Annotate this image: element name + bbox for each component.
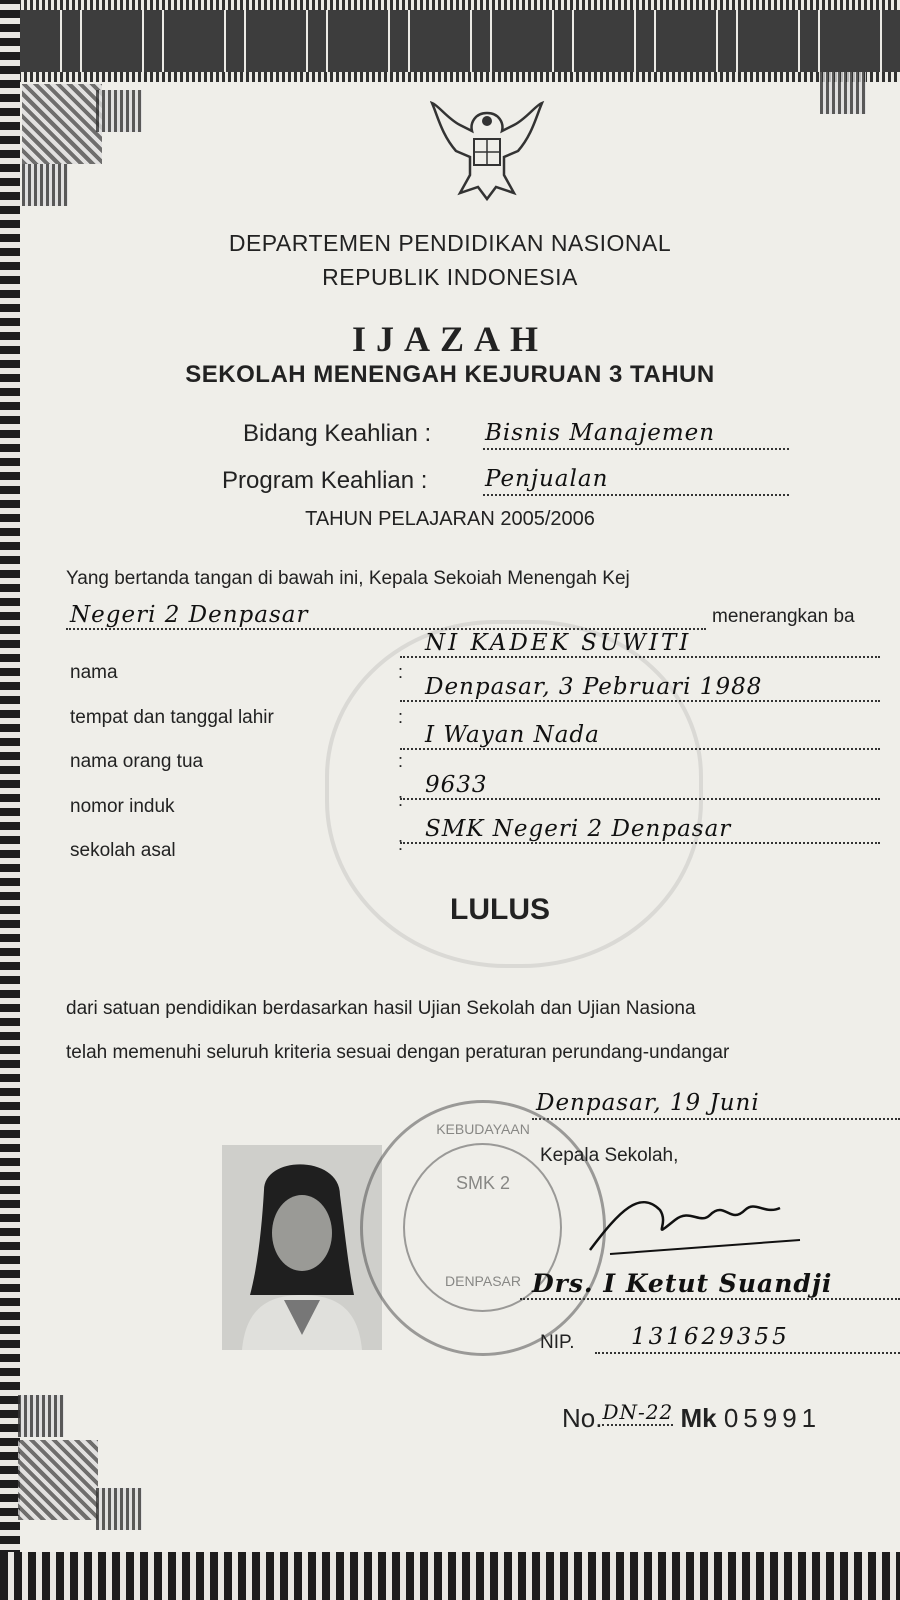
intro-line-2-end: menerangkan ba bbox=[712, 606, 855, 627]
department-line-2: REPUBLIK INDONESIA bbox=[322, 264, 578, 290]
student-field-value-number: 9633 bbox=[400, 768, 880, 800]
bottom-left-corner-ornament bbox=[18, 1440, 98, 1520]
signatory-name: Drs. I Ketut Suandji bbox=[532, 1269, 833, 1298]
document-number-value: 05991 bbox=[723, 1403, 822, 1433]
top-square-ornament bbox=[96, 90, 142, 132]
program-keahlian-field bbox=[483, 460, 789, 496]
student-field-label-number: nomor induk bbox=[70, 796, 175, 817]
program-keahlian-row bbox=[222, 467, 427, 495]
top-border-pattern bbox=[0, 10, 900, 72]
result-line-1: dari satuan pendidikan berdasarkan hasil Ujian Sekolah dan Ujian Nasiona bbox=[66, 998, 696, 1019]
academic-year: TAHUN PELAJARAN 2005/2006 bbox=[305, 508, 595, 530]
left-square-ornament bbox=[22, 164, 68, 206]
nip-value: 131629355 bbox=[631, 1324, 790, 1350]
result-line-2: telah memenuhi seluruh kriteria sesuai dengan peraturan perundang-undangar bbox=[66, 1042, 730, 1063]
student-portrait-icon bbox=[222, 1145, 382, 1350]
document-number-series: Mk bbox=[680, 1403, 717, 1433]
colon: : bbox=[398, 707, 404, 727]
student-field-value-birth: Denpasar, 3 Pebruari 1988 bbox=[400, 670, 880, 702]
nip-label: NIP. bbox=[540, 1332, 575, 1353]
student-photo bbox=[222, 1145, 382, 1350]
department-heading bbox=[0, 226, 900, 294]
department-line-1: DEPARTEMEN PENDIDIKAN NASIONAL bbox=[228, 230, 672, 256]
intro-line-1: Yang bertanda tangan di bawah ini, Kepala Sekoiah Menengah Kej bbox=[66, 568, 630, 589]
bidang-keahlian-value: Bisnis Manajemen bbox=[485, 420, 716, 446]
program-keahlian-label: Program Keahlian : bbox=[222, 467, 428, 494]
stamp-bottom-text: DENPASAR bbox=[445, 1273, 521, 1289]
document-number-code: DN-22 bbox=[602, 1400, 674, 1424]
school-name-value: Negeri 2 Denpasar bbox=[70, 602, 309, 628]
document-title: IJAZAH bbox=[351, 319, 549, 359]
colon: : bbox=[398, 790, 404, 810]
nip-field bbox=[595, 1316, 900, 1354]
handwritten-signature-icon bbox=[580, 1170, 810, 1265]
program-keahlian-value: Penjualan bbox=[485, 466, 609, 492]
bidang-keahlian-field bbox=[483, 416, 789, 450]
colon: : bbox=[398, 751, 404, 771]
top-ornamental-border bbox=[0, 0, 900, 82]
stamp-center-text: SMK 2 bbox=[455, 1173, 511, 1193]
garuda-emblem-icon bbox=[430, 95, 545, 205]
bottom-ornamental-border bbox=[0, 1552, 900, 1600]
student-field-label-parent: nama orang tua bbox=[70, 751, 204, 772]
document-number bbox=[562, 1400, 821, 1434]
school-type-heading: SEKOLAH MENENGAH KEJURUAN 3 TAHUN bbox=[185, 361, 715, 388]
stamp-top-text: KEBUDAYAAN bbox=[436, 1121, 530, 1137]
bidang-keahlian-row bbox=[243, 420, 431, 448]
bottom-square-ornament bbox=[96, 1488, 142, 1530]
top-left-corner-ornament bbox=[22, 84, 102, 164]
bottom-left-square-ornament bbox=[18, 1395, 64, 1437]
student-field-label-name: nama bbox=[70, 662, 118, 683]
student-field-value-school: SMK Negeri 2 Denpasar bbox=[400, 812, 880, 844]
colon: : bbox=[398, 834, 404, 854]
student-field-value-name: NI KADEK SUWITI bbox=[400, 626, 880, 658]
colon: : bbox=[398, 662, 404, 682]
document-number-label: No. bbox=[562, 1403, 603, 1433]
student-field-label-birth: tempat dan tanggal lahir bbox=[70, 707, 274, 728]
signatory-role: Kepala Sekolah, bbox=[540, 1145, 679, 1166]
place-date-field bbox=[532, 1084, 900, 1120]
place-date-value: Denpasar, 19 Juni bbox=[536, 1090, 760, 1116]
school-stamp bbox=[360, 1100, 606, 1356]
graduation-status: LULUS bbox=[450, 893, 550, 926]
student-field-value-parent: I Wayan Nada bbox=[400, 718, 880, 750]
student-field-label-school: sekolah asal bbox=[70, 840, 176, 861]
top-right-square-ornament bbox=[820, 72, 866, 114]
signatory-name-field bbox=[520, 1262, 900, 1300]
bidang-keahlian-label: Bidang Keahlian : bbox=[243, 420, 432, 447]
